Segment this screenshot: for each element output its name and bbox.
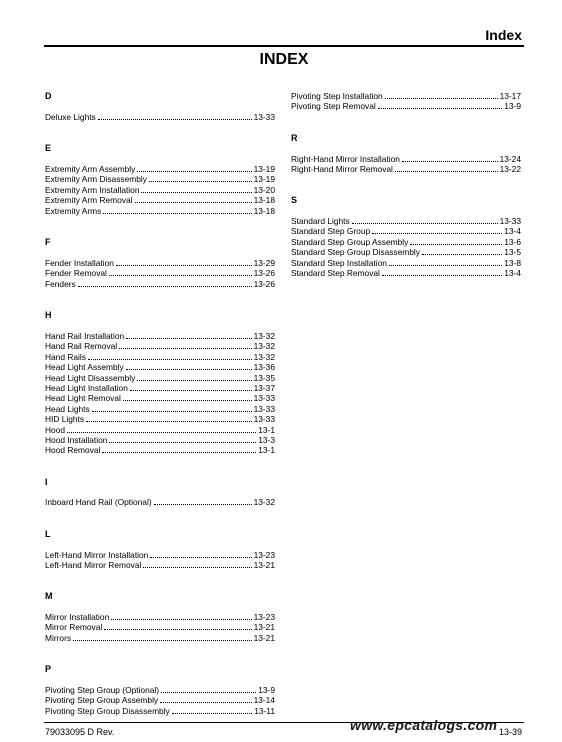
dot-leader — [109, 268, 252, 276]
index-entry-page: 13-29 — [253, 258, 275, 268]
index-entry-page: 13-19 — [253, 164, 275, 174]
index-entry[interactable] — [45, 174, 275, 184]
section-letter: I — [45, 477, 48, 487]
index-entry-name: Hand Rails — [45, 351, 86, 362]
dot-leader — [141, 185, 251, 193]
index-entry-page: 13-22 — [499, 164, 521, 175]
index-entry[interactable] — [45, 622, 275, 632]
page-title: INDEX — [259, 51, 309, 68]
dot-leader — [137, 164, 251, 172]
index-entry-page: 13-32 — [253, 331, 275, 341]
index-entry-name: HID Lights — [45, 414, 85, 425]
index-entry-name: Head Lights — [45, 403, 90, 414]
index-entry[interactable] — [291, 216, 521, 226]
index-entry[interactable] — [45, 560, 275, 570]
index-entry[interactable] — [45, 393, 275, 403]
index-entry-name: Head Light Assembly — [45, 362, 124, 373]
dot-leader — [422, 247, 502, 255]
dot-leader — [150, 550, 251, 558]
index-entry-page: 13-18 — [253, 205, 275, 216]
index-entry-name: Hand Rail Installation — [45, 331, 125, 341]
index-entry-name: Mirrors — [45, 632, 72, 643]
index-entry-page: 13-17 — [499, 91, 521, 101]
index-entry[interactable] — [45, 331, 275, 341]
index-entry-name: Mirror Removal — [45, 622, 103, 633]
index-entry[interactable] — [45, 497, 275, 507]
dot-leader — [109, 435, 256, 443]
index-entry[interactable] — [45, 550, 275, 560]
index-entry-page: 13-21 — [253, 622, 275, 633]
index-entry-page: 13-6 — [504, 236, 521, 247]
index-entry-page: 13-24 — [499, 154, 521, 164]
footer-page-number: 13-39 — [498, 727, 522, 737]
index-entry-name: Left-Hand Mirror Removal — [45, 560, 142, 571]
dot-leader — [389, 258, 502, 266]
index-entry-name: Deluxe Lights — [45, 112, 96, 122]
index-entry[interactable] — [45, 706, 275, 716]
footer-doc-number: 79033095 D Rev. — [45, 727, 115, 737]
index-entry[interactable] — [291, 101, 521, 111]
index-entry[interactable] — [291, 258, 521, 268]
index-entry[interactable] — [45, 164, 275, 174]
section-letter: M — [45, 591, 53, 601]
index-entry[interactable] — [45, 695, 275, 705]
index-entry[interactable] — [45, 112, 275, 122]
index-entry[interactable] — [45, 352, 275, 362]
index-entry[interactable] — [45, 383, 275, 393]
index-entry-name: Mirror Installation — [45, 612, 110, 622]
index-entry-name: Extremity Arm Assembly — [45, 164, 136, 174]
dot-leader — [126, 362, 252, 370]
index-entry-name: Pivoting Step Installation — [291, 91, 383, 101]
index-entry[interactable] — [45, 404, 275, 414]
header-rule — [44, 45, 524, 47]
index-entry-page: 13-33 — [253, 393, 275, 404]
index-entry[interactable] — [45, 445, 275, 455]
dot-leader — [78, 279, 252, 287]
index-entry-page: 13-32 — [253, 341, 275, 352]
index-entry-name: Extremity Arm Disassembly — [45, 174, 147, 185]
index-entry[interactable] — [45, 362, 275, 372]
dot-leader — [98, 112, 252, 120]
index-entry[interactable] — [45, 206, 275, 216]
index-entry-name: Standard Step Group Assembly — [291, 236, 409, 247]
index-entry-name: Fenders — [45, 278, 76, 289]
dot-leader — [378, 101, 503, 109]
index-entry-name: Right-Hand Mirror Installation — [291, 154, 400, 164]
index-entry-page: 13-35 — [253, 372, 275, 383]
dot-leader — [88, 352, 252, 360]
index-entry[interactable] — [45, 633, 275, 643]
dot-leader — [172, 706, 252, 714]
index-entry-name: Pivoting Step Group Disassembly — [45, 705, 170, 716]
index-entry-page: 13-19 — [253, 174, 275, 185]
section-letter: E — [45, 143, 52, 153]
index-entry-page: 13-33 — [253, 414, 275, 425]
index-entry[interactable] — [45, 195, 275, 205]
index-entry-page: 13-37 — [253, 383, 275, 393]
index-entry[interactable] — [45, 341, 275, 351]
index-entry-page: 13-23 — [253, 612, 275, 622]
index-entry-name: Inboard Hand Rail (Optional) — [45, 497, 152, 507]
index-entry-name: Left-Hand Mirror Installation — [45, 550, 149, 560]
index-entry-name: Standard Lights — [291, 216, 350, 226]
dot-leader — [67, 425, 256, 433]
dot-leader — [119, 341, 251, 349]
dot-leader — [86, 414, 251, 422]
index-entry[interactable] — [45, 268, 275, 278]
index-entry-name: Extremity Arm Removal — [45, 195, 133, 206]
dot-leader — [382, 268, 502, 276]
index-entry-name: Fender Installation — [45, 258, 114, 268]
dot-leader — [137, 373, 251, 381]
index-entry-page: 13-1 — [258, 424, 275, 435]
section-letter: R — [291, 133, 298, 143]
index-entry-page: 13-21 — [253, 560, 275, 571]
dot-leader — [92, 404, 252, 412]
index-entry-name: Pivoting Step Group (Optional) — [45, 685, 160, 695]
index-entry-page: 13-3 — [258, 435, 275, 445]
dot-leader — [143, 560, 251, 568]
index-entry-page: 13-21 — [253, 632, 275, 643]
index-entry-name: Pivoting Step Group Assembly — [45, 695, 159, 706]
index-entry-name: Fender Removal — [45, 268, 107, 279]
index-entry-name: Hood Installation — [45, 435, 108, 445]
dot-leader — [116, 258, 252, 266]
index-entry-name: Standard Step Removal — [291, 268, 380, 278]
header-title: Index — [485, 27, 522, 43]
index-entry[interactable] — [291, 164, 521, 174]
index-entry-page: 13-20 — [253, 184, 275, 195]
index-entry[interactable] — [45, 414, 275, 424]
watermark: www.epcatalogs.com — [350, 717, 498, 733]
section-letter: S — [291, 195, 298, 205]
index-entry[interactable] — [45, 425, 275, 435]
index-entry-page: 13-9 — [258, 685, 275, 695]
index-entry-page: 13-14 — [253, 695, 275, 706]
section-letter: F — [45, 237, 51, 247]
index-entry[interactable] — [45, 279, 275, 289]
index-entry-name: Head Light Installation — [45, 383, 128, 393]
index-entry-name: Hood Removal — [45, 445, 101, 456]
index-entry-name: Standard Step Group — [291, 226, 371, 237]
index-entry[interactable] — [45, 685, 275, 695]
index-entry[interactable] — [291, 91, 521, 101]
index-entry-page: 13-26 — [253, 268, 275, 279]
dot-leader — [160, 695, 251, 703]
dot-leader — [126, 331, 251, 339]
index-entry-page: 13-33 — [253, 112, 275, 122]
section-letter: H — [45, 310, 52, 320]
index-entry[interactable] — [45, 258, 275, 268]
dot-leader — [385, 91, 498, 99]
index-entry-page: 13-4 — [504, 268, 521, 278]
dot-leader — [102, 445, 256, 453]
index-entry[interactable] — [45, 185, 275, 195]
dot-leader — [154, 497, 252, 505]
dot-leader — [73, 633, 252, 641]
index-entry-name: Head Light Disassembly — [45, 372, 136, 383]
index-entry-page: 13-11 — [254, 705, 275, 716]
index-entry-page: 13-26 — [253, 278, 275, 289]
index-entry[interactable] — [45, 435, 275, 445]
index-entry-page: 13-32 — [253, 497, 275, 507]
index-entry-page: 13-18 — [253, 195, 275, 206]
dot-leader — [104, 622, 251, 630]
dot-leader — [402, 154, 498, 162]
section-letter: L — [45, 529, 51, 539]
dot-leader — [123, 393, 252, 401]
index-entry[interactable] — [45, 612, 275, 622]
index-entry-name: Head Light Removal — [45, 393, 121, 404]
index-entry-page: 13-9 — [504, 101, 521, 112]
index-entry[interactable] — [45, 373, 275, 383]
index-entry-name: Standard Step Group Disassembly — [291, 247, 420, 258]
index-entry[interactable] — [291, 154, 521, 164]
section-letter: P — [45, 664, 52, 674]
index-entry-name: Standard Step Installation — [291, 257, 387, 268]
dot-leader — [103, 206, 251, 214]
dot-leader — [372, 226, 502, 234]
index-entry-page: 13-1 — [258, 445, 275, 456]
dot-leader — [352, 216, 498, 224]
index-entry-page: 13-8 — [504, 257, 521, 268]
dot-leader — [111, 612, 251, 620]
dot-leader — [135, 195, 252, 203]
dot-leader — [130, 383, 252, 391]
index-entry-page: 13-33 — [499, 216, 521, 226]
index-entry[interactable] — [291, 247, 521, 257]
index-entry-name: Pivoting Step Removal — [291, 101, 376, 112]
index-entry[interactable] — [291, 268, 521, 278]
dot-leader — [410, 237, 502, 245]
index-entry-name: Hand Rail Removal — [45, 341, 118, 352]
index-entry-name: Hood — [45, 424, 66, 435]
index-entry-page: 13-33 — [253, 403, 275, 414]
dot-leader — [395, 164, 498, 172]
index-entry-name: Extremity Arm Installation — [45, 184, 140, 195]
index-entry-page: 13-36 — [253, 362, 275, 373]
index-entry-page: 13-23 — [253, 550, 275, 560]
section-letter: D — [45, 91, 52, 101]
index-entry-name: Extremity Arms — [45, 205, 102, 216]
index-entry[interactable] — [291, 226, 521, 236]
index-entry-name: Right-Hand Mirror Removal — [291, 164, 393, 175]
dot-leader — [161, 685, 256, 693]
index-entry-page: 13-4 — [504, 226, 521, 237]
dot-leader — [149, 174, 252, 182]
index-entry-page: 13-32 — [253, 351, 275, 362]
index-entry[interactable] — [291, 237, 521, 247]
index-entry-page: 13-5 — [504, 247, 521, 258]
